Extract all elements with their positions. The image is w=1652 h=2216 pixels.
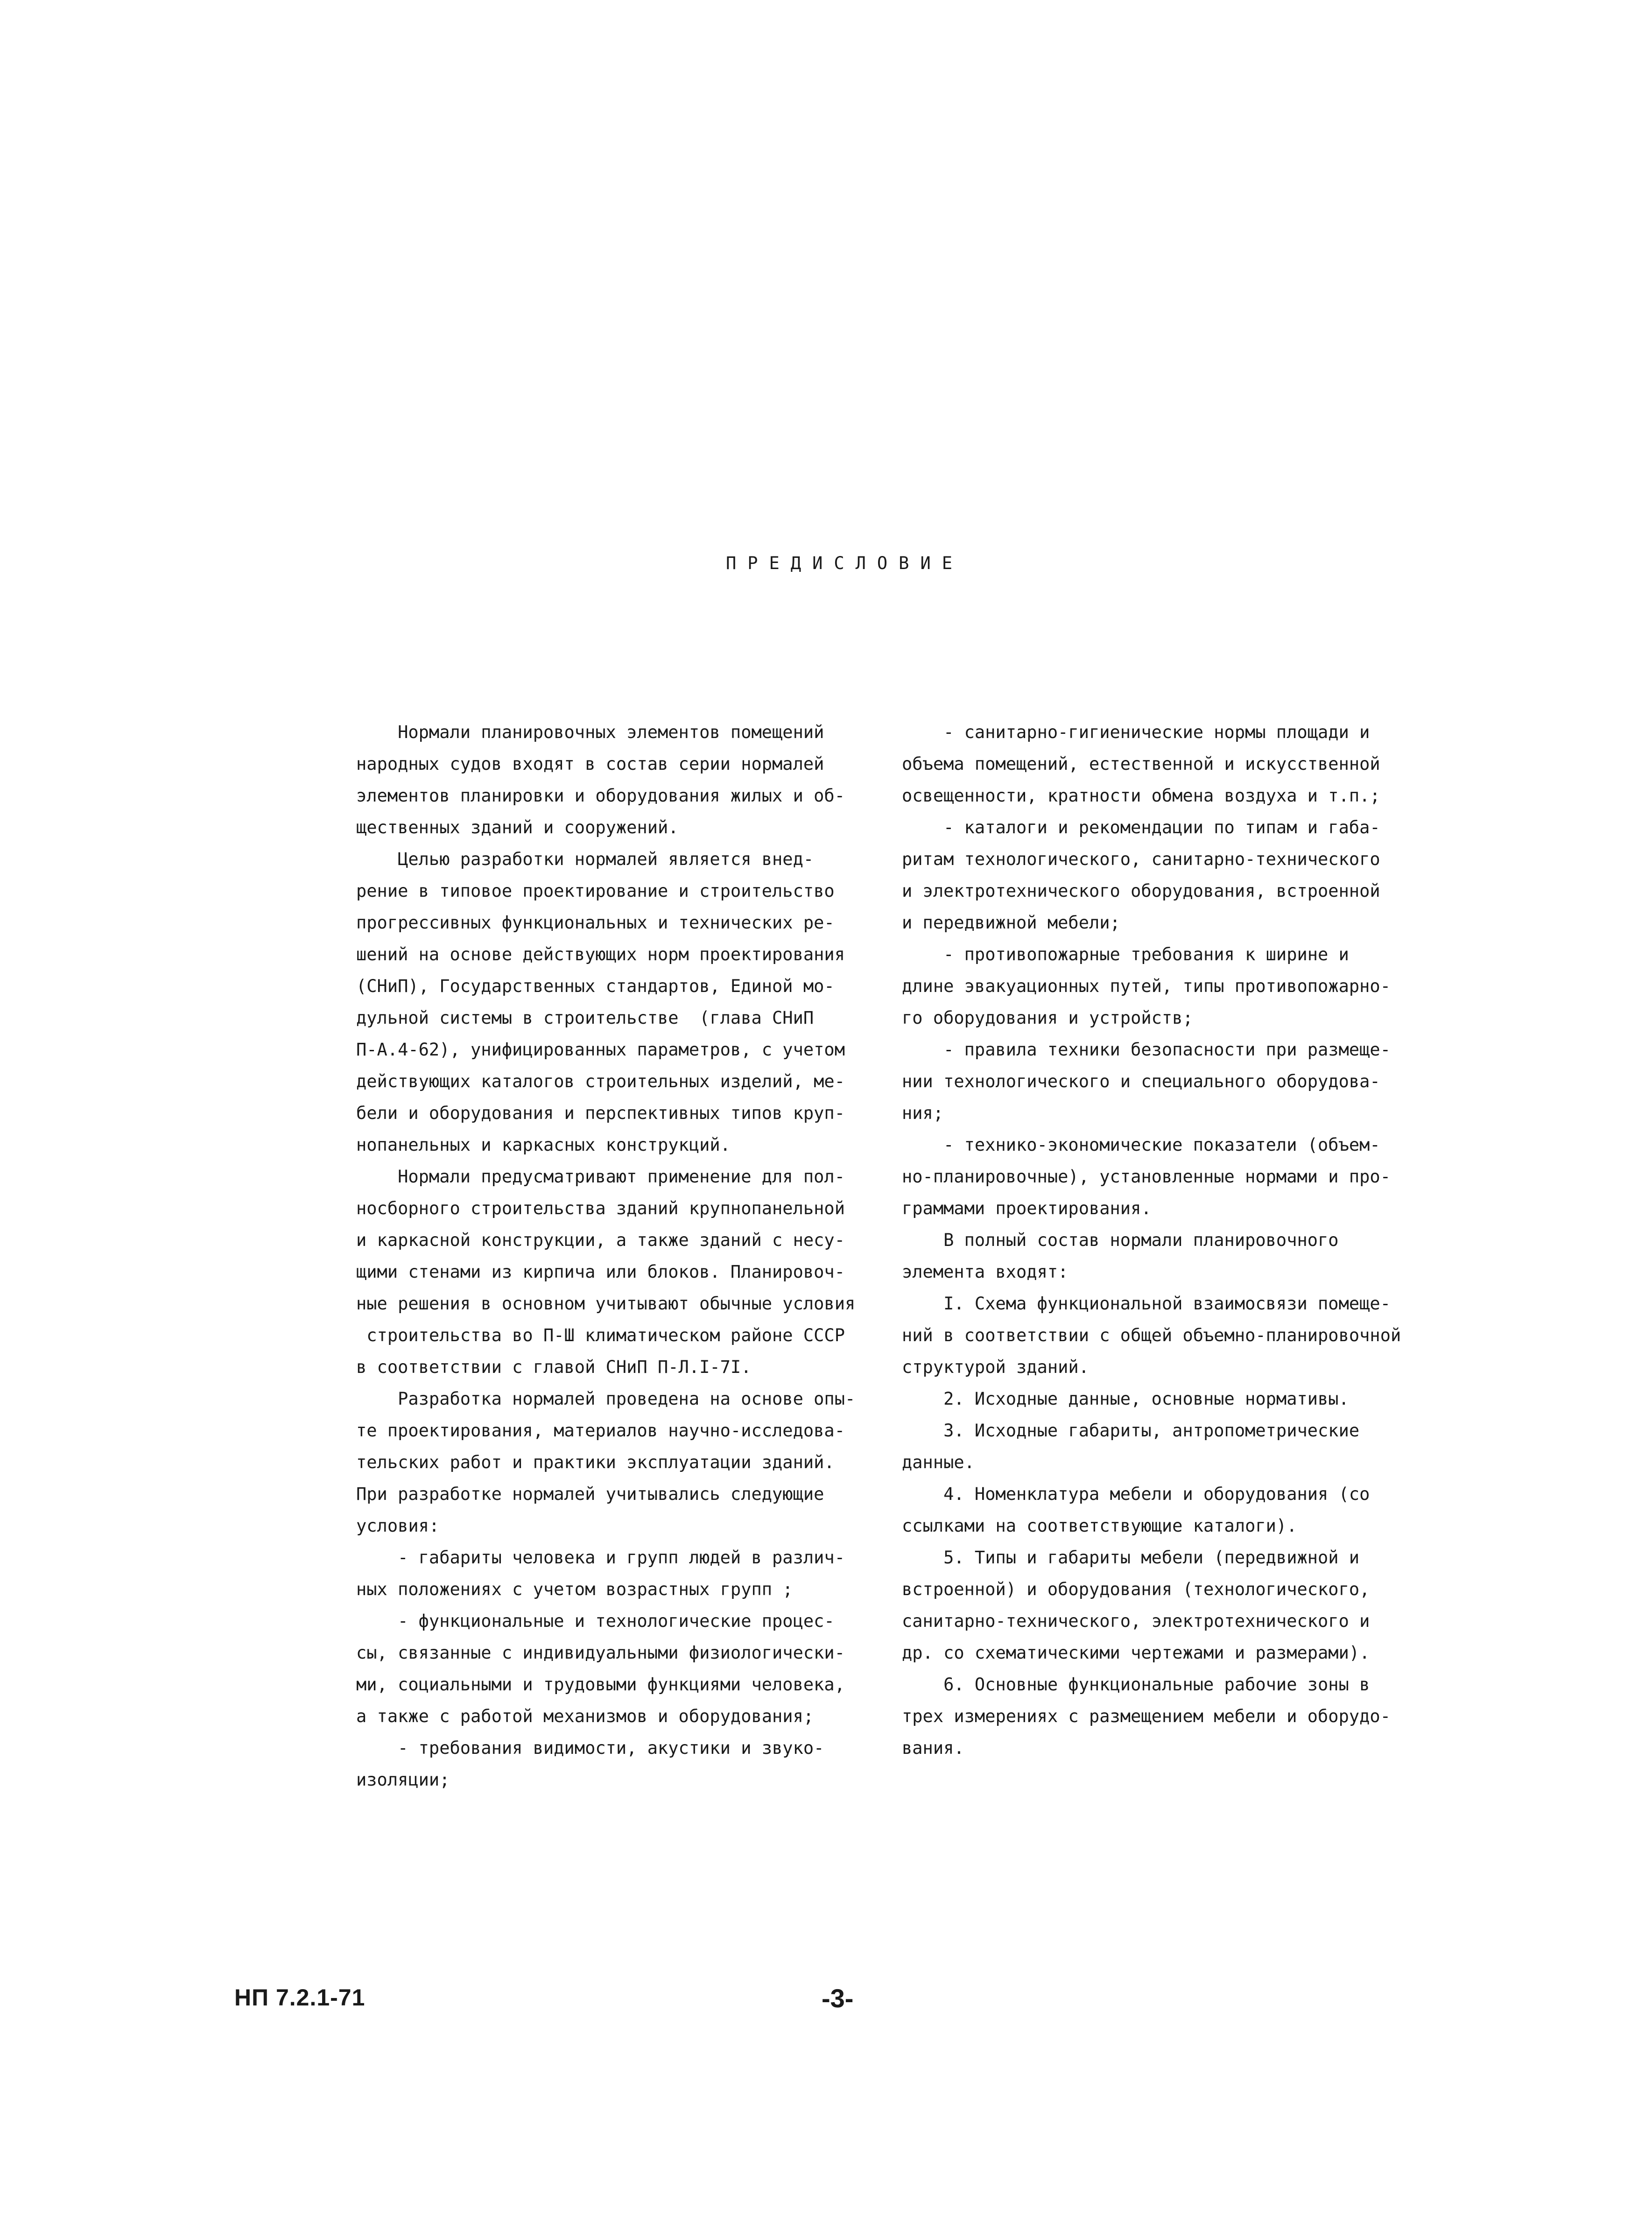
text-line: изоляции; [356,1770,450,1790]
document-code: НП 7.2.1-71 [234,1984,366,2011]
text-line: элементов планировки и оборудования жилых и об- [356,786,845,806]
text-line: др. со схематическими чертежами и размерами). [902,1643,1370,1663]
text-line: а также с работой механизмов и оборудования; [356,1706,814,1726]
text-line: го оборудования и устройств; [902,1008,1193,1028]
text-line: ми, социальными и трудовыми функциями человека, [356,1674,845,1695]
text-line: Нормали планировочных элементов помещений [356,722,824,742]
text-line: рение в типовое проектирование и строительство [356,881,835,901]
text-line: - противопожарные требования к ширине и [902,944,1349,964]
text-line: объема помещений, естественной и искусственной [902,754,1380,774]
text-line: При разработке нормалей учитывались следующие [356,1484,824,1504]
text-line: в соответствии с главой СНиП П-Л.I-7I. [356,1357,752,1377]
text-line: (СНиП), Государственных стандартов, Единой мо- [356,976,835,996]
text-line: шений на основе действующих норм проектирования [356,944,845,964]
text-line: ных положениях с учетом возрастных групп ; [356,1579,793,1599]
text-line: - функциональные и технологические процес- [356,1611,835,1631]
text-line: трех измерениях с размещением мебели и оборудо- [902,1706,1391,1726]
text-line: - правила техники безопасности при размеще- [902,1040,1391,1060]
text-line: структурой зданий. [902,1357,1089,1377]
text-line: данные. [902,1452,975,1472]
text-line: - санитарно-гигиенические нормы площади и [902,722,1370,742]
text-line: элемента входят: [902,1262,1069,1282]
text-line: 6. Основные функциональные рабочие зоны в [902,1674,1370,1695]
right-column [902,717,1401,1764]
text-line: - требования видимости, акустики и звуко- [356,1738,824,1758]
text-line: П-А.4-62), унифицированных параметров, с учетом [356,1040,845,1060]
left-column [356,717,856,1796]
text-line: ний в соответствии с общей объемно-планировочной [902,1325,1401,1345]
text-line: и передвижной мебели; [902,913,1120,933]
text-line: щими стенами из кирпича или блоков. Планировоч- [356,1262,845,1282]
text-line: сы, связанные с индивидуальными физиологически- [356,1643,845,1663]
text-line: условия: [356,1516,440,1536]
text-line: нопанельных и каркасных конструкций. [356,1135,731,1155]
text-line: 2. Исходные данные, основные нормативы. [902,1389,1349,1409]
text-line: граммами проектирования. [902,1198,1152,1218]
text-line: строительства во П-Ш климатическом районе СССР [356,1325,845,1345]
text-line: ритам технологического, санитарно-технического [902,849,1380,869]
text-line: Разработка нормалей проведена на основе опы- [356,1389,856,1409]
text-line: 5. Типы и габариты мебели (передвижной и [902,1548,1360,1568]
text-line: ные решения в основном учитывают обычные условия [356,1294,856,1314]
text-line: - габариты человека и групп людей в различ- [356,1548,845,1568]
text-line: тельских работ и практики эксплуатации зданий. [356,1452,835,1472]
text-line: вания. [902,1738,964,1758]
text-line: ния; [902,1103,944,1123]
text-line: - каталоги и рекомендации по типам и габа- [902,817,1380,837]
text-line: носборного строительства зданий крупнопанельной [356,1198,845,1218]
text-line: дульной системы в строительстве (глава СНиП [356,1008,814,1028]
text-line: I. Схема функциональной взаимосвязи помеще- [902,1294,1391,1314]
text-line: встроенной) и оборудования (технологического, [902,1579,1370,1599]
text-line: ссылками на соответствующие каталоги). [902,1516,1297,1536]
text-line: санитарно-технического, электротехнического и [902,1611,1370,1631]
text-line: длине эвакуационных путей, типы противопожарно- [902,976,1391,996]
text-line: те проектирования, материалов научно-исследова- [356,1421,845,1441]
text-line: освещенности, кратности обмена воздуха и т.п.; [902,786,1380,806]
text-line: - технико-экономические показатели (объем- [902,1135,1380,1155]
text-line: и каркасной конструкции, а также зданий с несу- [356,1230,845,1250]
text-line: В полный состав нормали планировочного [902,1230,1339,1250]
text-line: бели и оборудования и перспективных типов круп- [356,1103,845,1123]
text-line: Нормали предусматривают применение для пол- [356,1167,845,1187]
text-line: щественных зданий и сооружений. [356,817,679,837]
page-title: ПРЕДИСЛОВИЕ [725,553,964,573]
text-line: 3. Исходные габариты, антропометрические [902,1421,1360,1441]
text-line: прогрессивных функциональных и технических ре- [356,913,835,933]
text-line: действующих каталогов строительных изделий, ме- [356,1071,845,1091]
text-line: нии технологического и специального оборудова- [902,1071,1380,1091]
text-line: но-планировочные), установленные нормами и про- [902,1167,1391,1187]
text-line: народных судов входят в состав серии нормалей [356,754,824,774]
page-number: -3- [822,1984,854,2013]
text-line: 4. Номенклатура мебели и оборудования (со [902,1484,1370,1504]
text-line: и электротехнического оборудования, встроенной [902,881,1380,901]
text-line: Целью разработки нормалей является внед- [356,849,814,869]
